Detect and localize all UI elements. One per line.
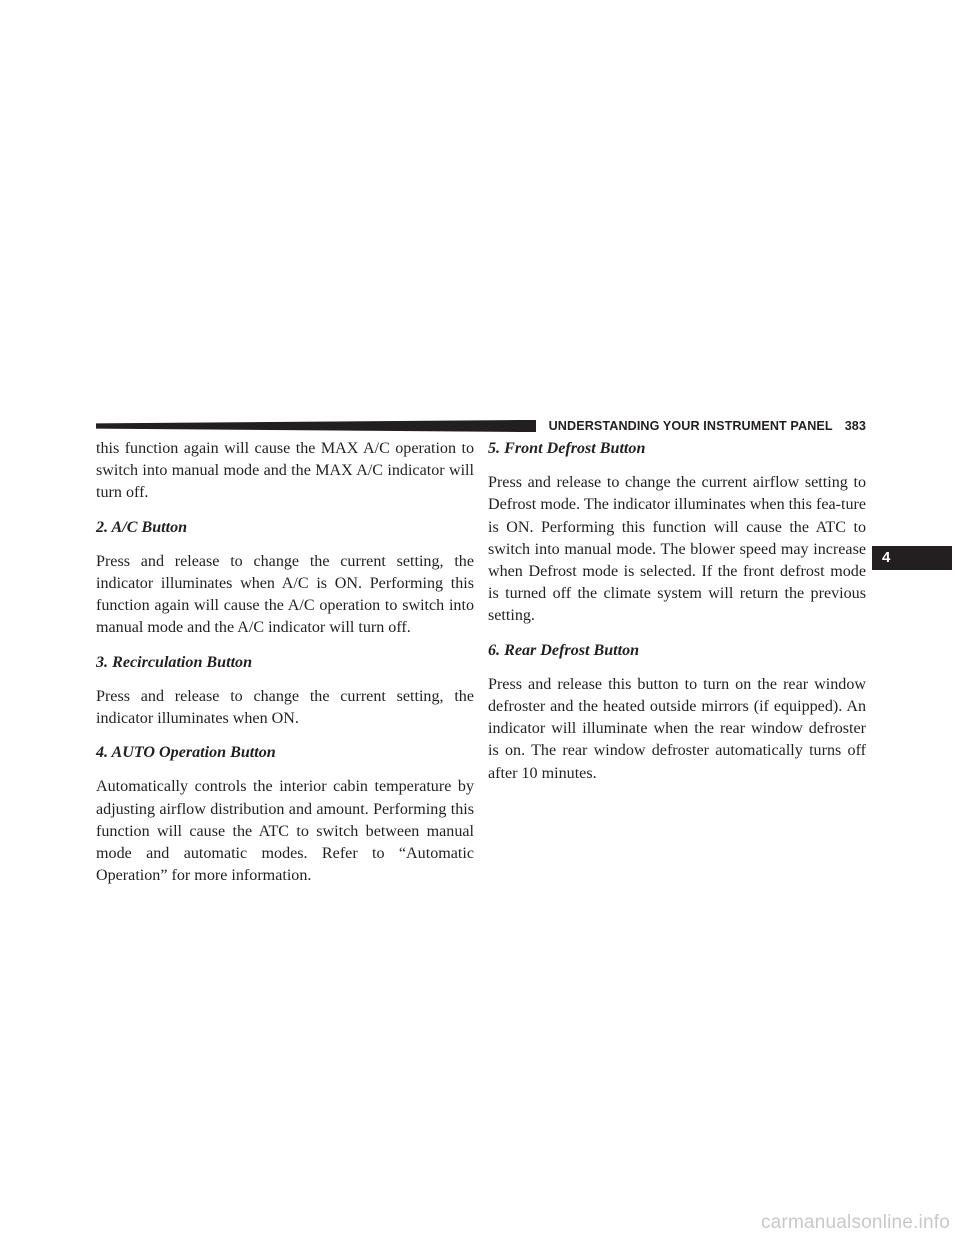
right-column (488, 438, 866, 797)
heading-rear-defrost-button: 6. Rear Defrost Button (488, 641, 640, 659)
right-paragraph-1: Press and release to change the current airflow setting to Defrost mode. The indicator illuminates when this fea-ture is ON. Performing this function will cause the ATC to switch into manual mode. The blower speed may increase when Defrost mode is selected. If the front defrost mode is turned off the climate system will return the previous setting. (488, 474, 866, 625)
header-rule-bar (96, 420, 536, 432)
page-number: 383 (844, 419, 866, 433)
heading-recirculation-button: 3. Recirculation Button (96, 653, 253, 671)
left-paragraph-2: Press and release to change the current setting, the indicator illuminates when A/C is ON. Performing this function again will cause the A/C operation to switch into manual mode and the A/C indicator will turn off. (96, 552, 474, 637)
left-paragraph-3: Press and release to change the current setting, the indicator illuminates when ON. (96, 687, 474, 728)
heading-ac-button: 2. A/C Button (96, 518, 188, 536)
heading-auto-operation-button: 4. AUTO Operation Button (96, 744, 276, 762)
section-title: UNDERSTANDING YOUR INSTRUMENT PANEL (548, 419, 833, 433)
right-paragraph-2: Press and release this button to turn on the rear window defroster and the heated outside mirrors (if equipped). An indicator will illuminate when the rear window defroster is on. The rear window defroster automatically turns off after 10 minutes. (488, 675, 866, 782)
left-paragraph-1: this function again will cause the MAX A/C operation to switch into manual mode and the MAX A/C indicator will turn off. (96, 440, 474, 502)
running-head (548, 419, 866, 433)
chapter-tab: 4 (872, 546, 952, 570)
heading-front-defrost-button: 5. Front Defrost Button (488, 440, 646, 457)
watermark: carmanualsonline.info (760, 1212, 950, 1233)
left-paragraph-4: Automatically controls the interior cabin temperature by adjusting airflow distribution and amount. Performing this function will cause the ATC to switch between manual mode and automatic modes. Refer to “Automatic Operation” for more information. (96, 778, 474, 885)
left-column (96, 438, 474, 899)
